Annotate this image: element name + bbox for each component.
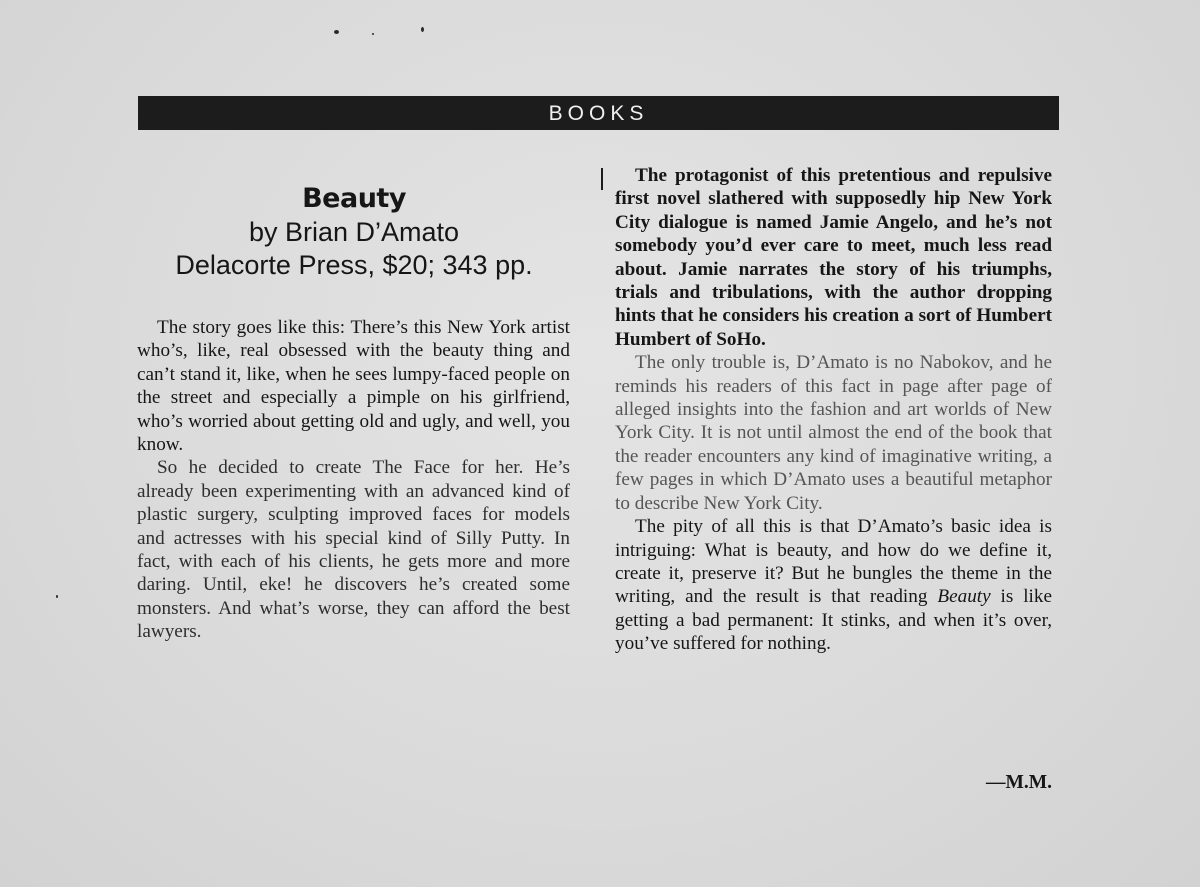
review-text: is like getting a bad permanent: It stinks, and when it’s over, you’ve suffered for nothing. xyxy=(615,586,1052,655)
section-label: BOOKS xyxy=(548,102,649,125)
scan-speck xyxy=(372,33,374,35)
review-paragraph: The story goes like this: There’s this New York artist who’s, like, real obsessed with the beauty thing and can’t stand it, like, when he sees lumpy-faced people on the street and especially a pimple on his girlfriend, who’s worried about getting old and ugly, and well, you know. xyxy=(137,317,570,456)
review-paragraph: So he decided to create The Face for her. He’s already been experimenting with an advanced kind of plastic surgery, sculpting improved faces for models and actresses with his special kind of Silly Putty. In fact, with each of his clients, he gets more and more daring. Until, eke! he discovers he’s created some monsters. And what’s worse, they can afford the best lawyers. xyxy=(137,457,570,643)
column-rule xyxy=(601,168,603,190)
review-right-column xyxy=(615,164,1052,656)
book-title: Beauty xyxy=(302,183,406,214)
section-header-bar xyxy=(138,96,1059,130)
scan-speck xyxy=(56,595,58,598)
book-headline xyxy=(138,182,570,282)
scan-speck xyxy=(334,30,339,34)
review-book-title-italic: Beauty xyxy=(937,586,991,608)
book-author: by Brian D’Amato xyxy=(248,217,460,247)
review-paragraph: The protagonist of this pretentious and repulsive first novel slathered with supposedly hip New York City dialogue is named Jamie Angelo, and he’s not somebody you’d ever care to meet, much less read about. Jamie narrates the story of his triumphs, trials and tribulations, with the author dropping hints that he considers his creation a sort of Humbert Humbert of SoHo. xyxy=(615,165,1052,350)
review-paragraph: The only trouble is, D’Amato is no Nabokov, and he reminds his readers of this fact in page after page of alleged insights into the fashion and art worlds of New York City. It is not until almost the end of the book that the reader encounters any kind of imaginative writing, a few pages in which D’Amato uses a beautiful metaphor to describe New York City. xyxy=(615,352,1052,514)
book-publisher: Delacorte Press, $20; 343 pp. xyxy=(175,250,533,280)
review-signature: —M.M. xyxy=(985,772,1052,793)
review-paragraph xyxy=(615,515,1052,655)
scan-speck xyxy=(421,27,424,32)
review-text: The pity of all this is that D’Amato’s basic idea is intriguing: What is beauty, and how do we define it, create it, preserve it? But he bungles the theme in the writing, and the result is that reading xyxy=(615,516,1052,608)
review-left-column xyxy=(137,316,570,644)
